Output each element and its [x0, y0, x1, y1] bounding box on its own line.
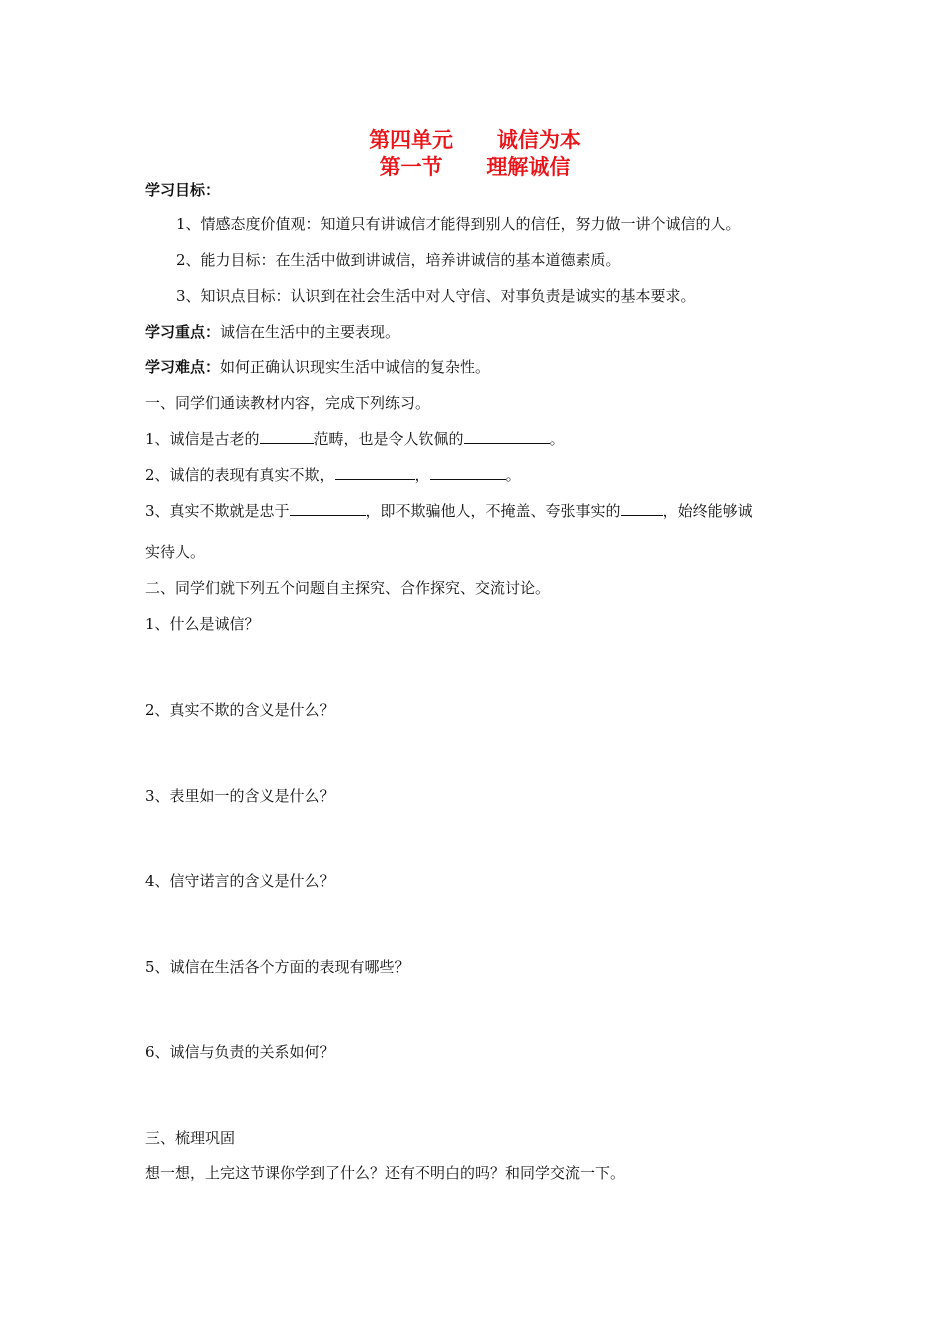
exercise-2-text-c: 。 — [505, 466, 521, 484]
exercise-1-text-c: 。 — [549, 430, 565, 448]
exercise-3-text-a: 3、真实不欺就是忠于 — [145, 502, 290, 520]
exercise-2 — [145, 465, 521, 485]
exercise-2-text-b: ， — [414, 466, 430, 484]
discussion-question-5: 5、诚信在生活各个方面的表现有哪些？ — [145, 958, 410, 976]
objectives-heading: 学习目标： — [145, 181, 221, 199]
difficulty-text: 如何正确认识现实生活中诚信的复杂性。 — [220, 358, 491, 376]
fill-blank[interactable] — [621, 501, 663, 516]
fill-blank[interactable] — [260, 429, 314, 444]
exercise-3-text-c: ，始终能够诚 — [662, 502, 753, 520]
focus-line — [145, 322, 400, 342]
discussion-question-6: 6、诚信与负责的关系如何？ — [145, 1043, 335, 1061]
exercise-2-text-a: 2、诚信的表现有真实不欺， — [145, 466, 335, 484]
exercise-3-continuation: 实待人。 — [145, 543, 206, 561]
exercise-1-text-b: 范畴，也是令人钦佩的 — [313, 430, 464, 448]
exercise-1-text-a: 1、诚信是古老的 — [145, 430, 260, 448]
objective-item-1: 1、情感态度价值观：知道只有讲诚信才能得到别人的信任，努力做一讲个诚信的人。 — [176, 215, 741, 233]
fill-blank[interactable] — [290, 501, 366, 516]
unit-title: 第四单元 诚信为本 — [369, 128, 581, 152]
part2-heading: 二、同学们就下列五个问题自主探究、合作探究、交流讨论。 — [145, 579, 551, 597]
part1-heading: 一、同学们通读教材内容，完成下列练习。 — [145, 394, 431, 412]
part3-heading: 三、梳理巩固 — [145, 1129, 236, 1147]
focus-text: 诚信在生活中的主要表现。 — [220, 323, 401, 341]
discussion-question-3: 3、表里如一的含义是什么？ — [145, 787, 335, 805]
exercise-1 — [145, 429, 565, 449]
objective-item-3: 3、知识点目标：认识到在社会生活中对人守信、对事负责是诚实的基本要求。 — [176, 287, 696, 305]
fill-blank[interactable] — [464, 429, 550, 444]
section-title: 第一节 理解诚信 — [379, 155, 571, 179]
difficulty-line — [145, 357, 490, 377]
exercise-3-text-b: ，即不欺骗他人，不掩盖、夸张事实的 — [365, 502, 621, 520]
exercise-3 — [145, 501, 753, 521]
part3-text: 想一想，上完这节课你学到了什么？还有不明白的吗？和同学交流一下。 — [145, 1164, 626, 1182]
objective-item-2: 2、能力目标：在生活中做到讲诚信，培养讲诚信的基本道德素质。 — [176, 251, 621, 269]
focus-label: 学习重点： — [145, 323, 221, 341]
discussion-question-2: 2、真实不欺的含义是什么？ — [145, 701, 335, 719]
difficulty-label: 学习难点： — [145, 358, 221, 376]
discussion-question-4: 4、信守诺言的含义是什么？ — [145, 872, 335, 890]
fill-blank[interactable] — [430, 465, 506, 480]
discussion-question-1: 1、什么是诚信？ — [145, 615, 260, 633]
fill-blank[interactable] — [335, 465, 415, 480]
